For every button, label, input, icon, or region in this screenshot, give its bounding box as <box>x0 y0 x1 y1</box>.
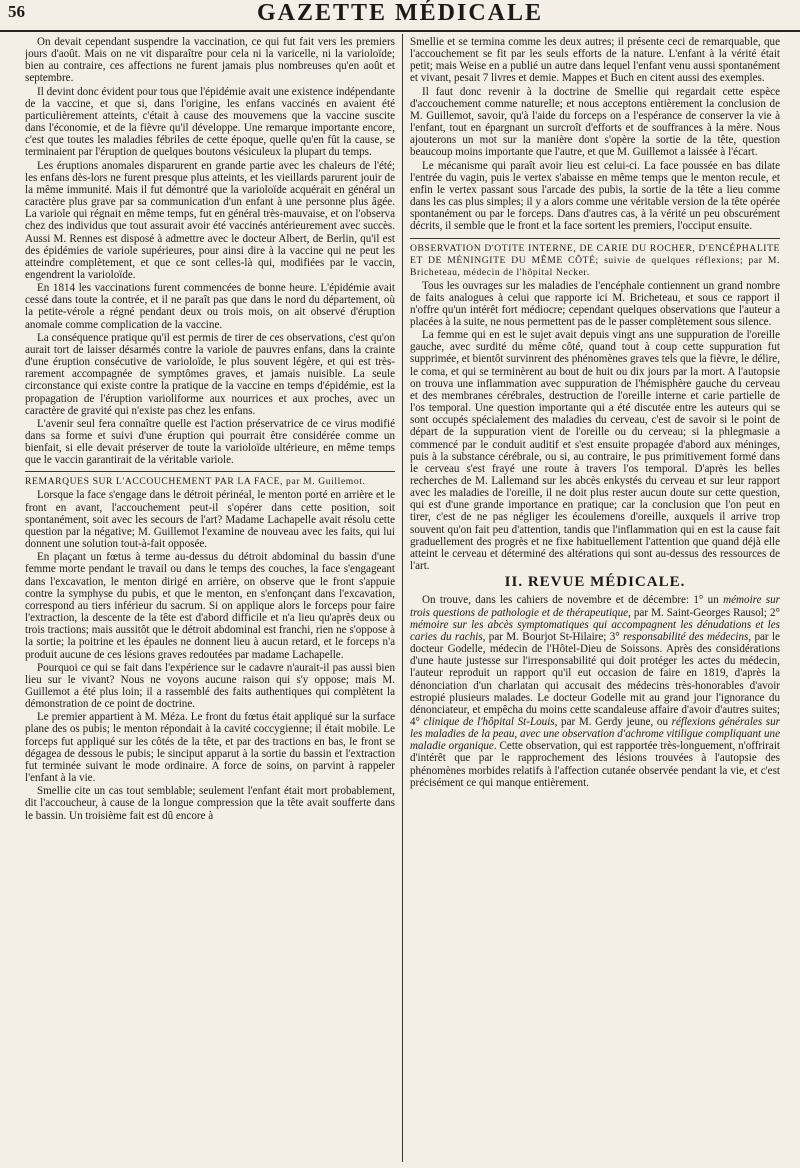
italic-title: responsabilité des médecins <box>623 630 749 643</box>
section-rule <box>25 471 395 472</box>
paragraph <box>410 594 780 789</box>
italic-title: mémoire sur les abcès symptomatiques qui accompagnent les dénudations et les caries du rachis <box>410 618 780 643</box>
paragraph: Lorsque la face s'engage dans le détroit périnéal, le menton porté en arrière et le front en avant, l'accouchement peut-il s'opérer dans cette position, soit spontanément, soit avec les secours de l'art? Madame Lachapelle avait résolu cette question par la négative; M. Guillemot l'examine de nouveau avec les faits, qui lui donnent une solution tout-à-fait opposée. <box>25 489 395 551</box>
paragraph: Smellie et se termina comme les deux autres; il présente ceci de remarquable, que l'accouchement se fit par les seuls efforts de la nature. L'enfant à la vérité était petit; mais Weise en a publié un autre dans lequel l'enfant venu aussi spontanément et vivant, pesait 7 livres et demie. Mappes et Buch en citent aussi des exemples. <box>410 36 780 85</box>
italic-title: réflexions générales sur les maladies de la peau, avec une observation d'achrome vitiligue compliquant une maladie organique <box>410 715 780 753</box>
left-column <box>25 36 395 1158</box>
paragraph: Il devint donc évident pour tous que l'épidémie avait une existence indépendante de la vaccine, et que si, dans l'origine, les enfans vaccinés en avaient été particulièrement atteints, c'était à cause des mouvemens que la vaccine suscite dans l'économie, et de la fièvre qu'il développe. Une remarque importante encore, c'est que toutes les maladies fébriles de cette époque, quelle qu'en fût la cause, se terminaient par l'éruption de quelques boutons vésiculeux la plupart du temps. <box>25 85 395 159</box>
paragraph: Smellie cite un cas tout semblable; seulement l'enfant était mort probablement, dit l'accoucheur, à cause de la longue compression que la tête avait soufferte dans le bassin. Un troisième fait est dû encore à <box>25 785 395 822</box>
journal-title: GAZETTE MÉDICALE <box>256 0 544 26</box>
subhead-author: ; suivie de quelques réflexions; par M. Bricheteau, médecin de l'hôpital Necker. <box>410 254 780 278</box>
text-run: , par M. Gerdy jeune, ou <box>554 715 672 728</box>
section-rule <box>410 238 780 239</box>
text-run: , par M. Saint-Georges Rausol; 2° <box>628 606 780 619</box>
paragraph: L'avenir seul fera connaître quelle est l'action préservatrice de ce virus modifié dans sa forme et suivi d'une éruption qui pourrait être considérée comme un bienfait, si elle devait préserver de toute la varioloïde ultérieure, en même temps que le vaccin garantirait de la véritable variole. <box>25 417 395 467</box>
subhead-title: OBSERVATION D'OTITE INTERNE, DE CARIE DU ROCHER, D'ENCÉPHALITE ET DE MÉNINGITE DU MÊME CÔTÉ <box>410 242 780 266</box>
subhead-author: , par M. Guillemot. <box>280 476 366 488</box>
right-column <box>410 36 780 1158</box>
paragraph: Tous les ouvrages sur les maladies de l'encéphale contiennent un grand nombre de faits analogues à celui que rapporte ici M. Bricheteau, et sous ce rapport il n'offre qu'un intérêt fort médiocre; cependant quelques observations que l'auteur a placées à la suite, ne nous permettent pas de le passer complètement sous silence. <box>410 279 780 328</box>
paragraph: Le mécanisme qui paraît avoir lieu est celui-ci. La face poussée en bas dilate l'entrée du vagin, puis le vertex s'abaisse en même temps que le menton recule, et enfin le vertex passant sous l'arcade des pubis, la sortie de la tête a lieu comme dans les cas plus simples; il y a alors comme une véritable version de la tête opérée spontanément ou par le forceps. Dans d'autres cas, à la vérité un peu obscurément décrits, il semble que le front et la face sortent les premiers, l'occiput ensuite. <box>410 159 780 233</box>
italic-title: mémoire sur trois questions de pathologie et de thérapeutique <box>410 594 780 619</box>
paragraph: On devait cependant suspendre la vaccination, ce qui fut fait vers les premiers jours d'août. Mais on ne vit disparaître pour cela ni la varicelle, ni la varioloïde; bien au contraire, ces affections ne furent jamais plus nombreuses qu'en août et septembre. <box>25 36 395 85</box>
subhead-title: REMARQUES SUR L'ACCOUCHEMENT PAR LA FACE <box>25 476 281 488</box>
paragraph: Il faut donc revenir à la doctrine de Smellie qui regardait cette espèce d'accouchement comme naturelle; et nous acceptons entièrement la conclusion de M. Guillemot, savoir, qu'à l'aide du forceps on a l'espérance de conserver la vie à l'enfant, tout en épargnant un surcroît d'efforts et de souffrances à la mère. Nous ajouterons un mot sur la manière dont s'opère la sortie de la tête, question beaucoup moins importante que l'autre, et que M. Guillemot a laissée à l'écart. <box>410 85 780 159</box>
paragraph: La conséquence pratique qu'il est permis de tirer de ces observations, c'est qu'on aurait tort de laisser désarmés contre la variole de pauvres enfans, dans la crainte d'une éruption consécutive de varioloïde, le plus souvent légère, et qui est très-rarement accompagnée de symptômes graves, et jamais nuisible. La seule circonstance qui existe contre la pratique de la vaccine en temps d'épidémie, est la propagation de l'éruption varioliforme aux nourrices et aux proches, avec un caractère de gravité qui n'existe pas chez les enfans. <box>25 331 395 417</box>
paragraph: La femme qui en est le sujet avait depuis vingt ans une suppuration de l'oreille gauche, avec surdité du même côté, quand tout à coup cette suppuration fut supprimée, et bientôt survinrent des phénomènes graves tels que la fièvre, le délire, le coma, et qui se terminèrent au bout de huit ou dix jours par la mort. A l'autopsie on trouva une inflammation avec suppuration de l'hémisphère gauche du cerveau et des membranes cérébrales, destruction de l'oreille interne et carie partielle de l'os temporal. Une question importante qui a été discutée entre les auteurs qui se sont occupés spécialement des maladies du cerveau, c'est de savoir si le point de départ de la suppuration vient de l'oreille ou du cerveau; si la phlegmasie a commencé par le conduit auditif et s'est ensuite propagée d'abord aux méninges, puis à la substance cérébrale, ou si, au contraire, le pus primitivement formé dans le cerveau s'est frayé une route à travers l'os temporal. D'après les belles recherches de M. Lallemand sur les abcès enkystés du cerveau et sur leur rapport avec les maladies de l'oreille, il ne doit plus rester aucun doute sur cette question, qui est d'une grande importance en pratique; car la conclusion que l'on peut en tirer, c'est de ne pas négliger les écoulemens d'oreille, auxquels il arrive trop souvent qu'on fait peu d'attention, tandis que l'inflammation qui en est la cause fait graduellement des progrès et ne fixe habituellement l'attention que quand déjà elle atteint le cerveau et déterminé des altérations qui sont au-dessus des ressources de l'art. <box>410 329 780 573</box>
text-run: . Cette observation, qui est rapportée très-longuement, n'offrirait d'intérêt que par le rapprochement des lésions trouvées à l'autopsie des phénomènes morbides relatifs à l'affection cutanée observée pendant la vie, et c'est précisément ce qui manque entièrement. <box>410 740 780 789</box>
paragraph: Pourquoi ce qui se fait dans l'expérience sur le cadavre n'aurait-il pas aussi bien lieu sur le vivant? Nous ne voyons aucune raison qui s'y oppose; mais M. Guillemot a été plus loin; il a rassemblé des faits authentiques qui complètent la démonstration de ce point de doctrine. <box>25 661 395 711</box>
paragraph: En plaçant un fœtus à terme au-dessus du détroit abdominal du bassin d'une femme morte pendant le travail ou dans le temps des couches, la face s'engageant dans l'excavation, le menton dirigé en arrière, on observe que le front s'appuie contre la symphyse du pubis, et que le menton, en s'enfonçant dans l'excavation, correspond au tiers inférieur du sacrum. Si on applique alors le forceps pour faire l'extraction, la descente de la tête est d'abord difficile et n'a lieu qu'après deux ou trois tractions; mais aussitôt que le détroit abdominal est franchi, rien ne s'oppose à la sortie; la poitrine et les épaules ne donnent lieu à aucun retard, et le forceps n'a produit aucune de ces lésions graves redoutées par madame Lachapelle. <box>25 551 395 661</box>
column-divider <box>402 34 403 1162</box>
page-header <box>0 0 800 32</box>
page-number: 56 <box>8 2 25 21</box>
section-title: II. REVUE MÉDICALE. <box>504 574 686 591</box>
text-run: , par le docteur Godelle, médecin de l'Hôtel-Dieu de Soissons. Après des considérations d'une haute justesse sur l'irresponsabilité qui doit protéger les actes du médecin, l'auteur reproduit un rapport qu'il eut occasion de faire en 1819, d'après la dénonciation d'un charlatan qui accusait des médecins très-honorables d'avoir estropié plusieurs malades. Le docteur Godelle mit au grand jour l'ignorance du dénonciateur, et empêcha du moins cette scandaleuse affaire d'avoir d'autres suites; 4° <box>410 630 780 728</box>
paragraph: En 1814 les vaccinations furent commencées de bonne heure. L'épidémie avait cessé dans toute la contrée, et il ne paraît pas que dans le nord du département, où la petite-vérole a régné pendant deux ou trois mois, on ait observé d'éruption anomale comme complication de la vaccine. <box>25 282 395 331</box>
paragraph: Les éruptions anomales disparurent en grande partie avec les chaleurs de l'été; les enfans dès-lors ne furent presque plus atteints, et les vieillards parurent jouir de la même immunité. Mais il fut démontré que la varioloïde acquérait en général un caractère plus grave par sa communication d'un enfant à une personne plus âgée. La variole qui régnait en même temps, fut en général très-mauvaise, et on l'observa chez des individus que tout assurait avoir été vaccinés antérieurement avec succès. Aussi M. Rennes est disposé à admettre avec le docteur Albert, de Berlin, qu'il est des épidémies de variole supérieures, pour ainsi dire à la vaccine qui ne peut les atteindre complètement, et que ce sont celles-là qui, modifiées par le vaccin, engendrent la varioloïde. <box>25 159 395 281</box>
article-subhead <box>410 243 780 279</box>
italic-title: clinique de l'hôpital St-Louis <box>423 715 555 728</box>
text-run: On trouve, dans les cahiers de novembre et de décembre: 1° un <box>422 594 724 607</box>
paragraph: Le premier appartient à M. Méza. Le front du fœtus était appliqué sur la surface plane des os pubis; le menton répondait à la cavité coccygienne; il était mobile. Le forceps fut appliqué sur les côtés de la tête, et par des tractions en bas, le front se dégagea de dessous le pubis; le sinciput apparut à la sortie du bassin et l'extraction fut terminée suivant le mode ordinaire. A force de soins, on parvint à rappeler l'enfant à la vie. <box>25 711 395 785</box>
text-run: , par M. Bourjot St-Hilaire; 3° <box>482 630 624 643</box>
article-subhead <box>25 476 395 488</box>
